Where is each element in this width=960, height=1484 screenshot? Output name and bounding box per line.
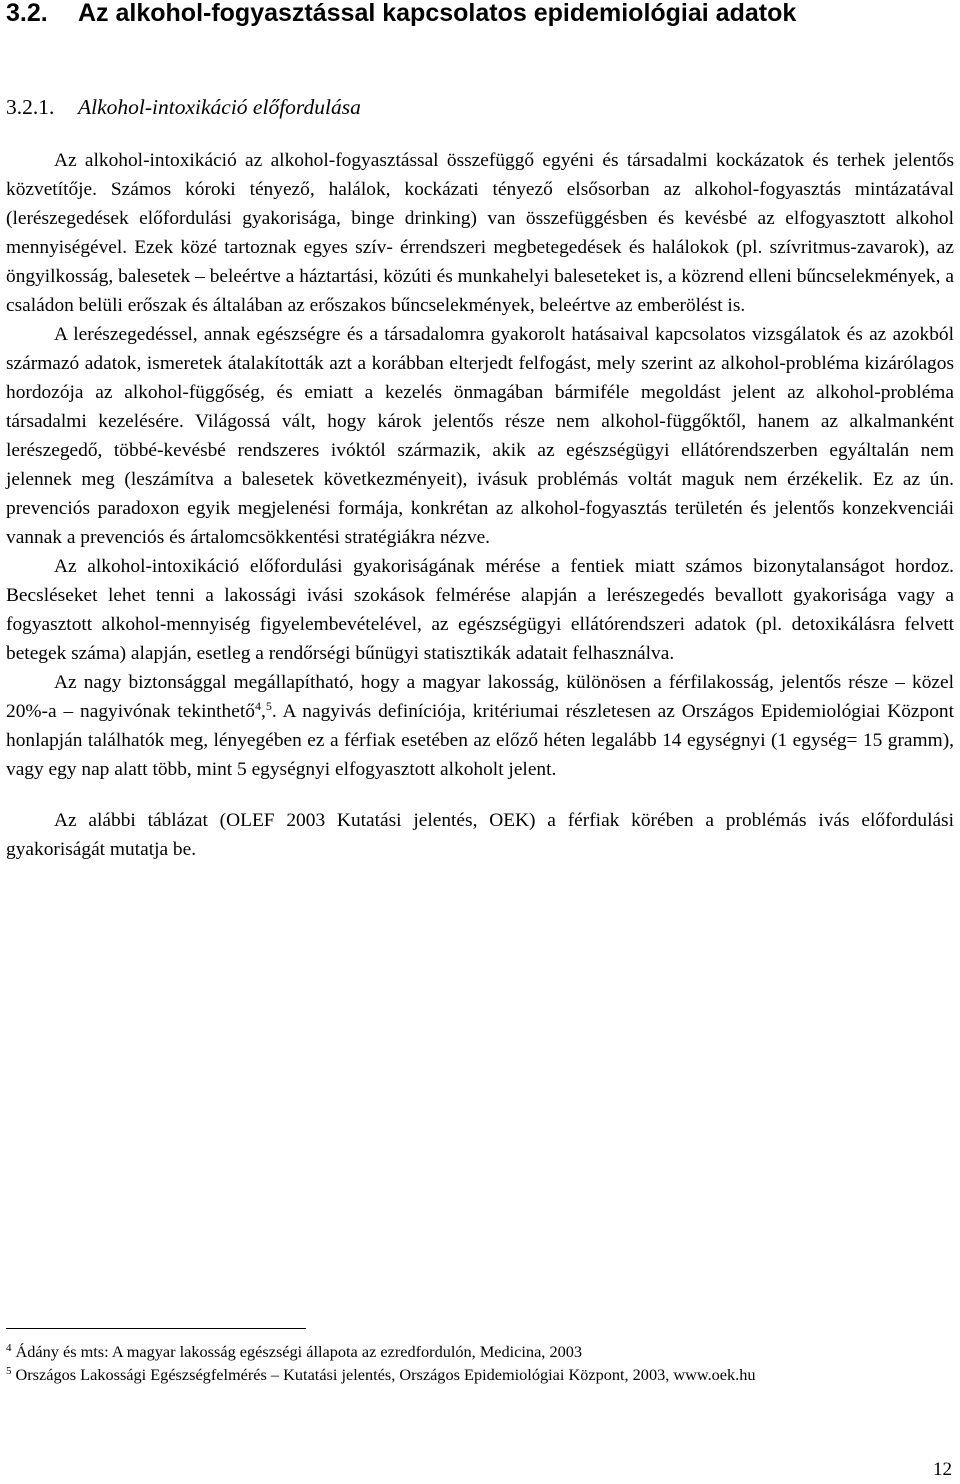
paragraph-heavy-drinking: [6, 668, 954, 784]
paragraph-measurement: Az alkohol-intoxikáció előfordulási gyakoriságának mérése a fentiek miatt számos bizonytalanságot hordoz. Becsléseket lehet tenni a lakossági ivási szokások felmérése alapján a lerészegedés bevallott gyakorisága vagy a fogyasztott alkohol-mennyiség figyelembevételével, az egészségügyi ellátórendszeri adatok (pl. detoxikálásra felvett betegek száma) alapján, esetleg a rendőrségi bűnügyi statisztikák adatait felhasználva.: [6, 556, 954, 664]
footnote-ref-separator: ,: [260, 701, 266, 722]
subsection-number: 3.2.1.: [6, 95, 55, 119]
footnote-4: [6, 1340, 946, 1363]
section-number: 3.2.: [6, 0, 48, 27]
section-title: Az alkohol-fogyasztással kapcsolatos epidemiológiai adatok: [78, 0, 797, 27]
paragraph-heavy-drinking-end: . A nagyivás definíciója, kritériumai részletesen az Országos Epidemiológiai Központ honlapján találhatók meg, lényegében ez a férfiak esetében az előző héten legalább 14 egységnyi (1 egység= 15 gramm), vagy egy nap alatt több, mint 5 egységnyi elfogyasztott alkoholt jelent.: [6, 701, 954, 780]
subsection-heading: [6, 93, 361, 121]
footnote-ref-5: 5: [265, 699, 272, 713]
page-number: 12: [933, 1459, 952, 1480]
footnotes: [6, 1340, 946, 1386]
body-text: [6, 146, 954, 864]
footnote-text: Országos Lakossági Egészségfelmérés – Kutatási jelentés, Országos Epidemiológiai Központ, 2003, www.oek.hu: [15, 1365, 756, 1384]
footnote-5: [6, 1363, 946, 1386]
footnote-text: Ádány és mts: A magyar lakosság egészségi állapota az ezredfordulón, Medicina, 2003: [15, 1342, 583, 1361]
footnote-mark: 5: [6, 1365, 12, 1377]
footnote-ref-4: 4: [254, 699, 261, 713]
paragraph-intoxication-intro: Az alkohol-intoxikáció az alkohol-fogyasztással összefüggő egyéni és társadalmi kockázatok és terhek jelentős közvetítője. Számos kóroki tényező, halálok, kockázati tényező elsősorban az alkohol-fogyasztás mintázatával (lerészegedések előfordulási gyakorisága, binge drinking) van összefüggésben és kevésbé az elfogyasztott alkohol mennyiségével. Ezek közé tartoznak egyes szív- érrendszeri megbetegedések és halálokok (pl. szívritmus-zavarok), az öngyilkosság, balesetek – beleértve a háztartási, közúti és munkahelyi baleseteket is, a közrend elleni bűncselekmények, a családon belüli erőszak és általában az erőszakos bűncselekmények, beleértve az emberölést is.: [6, 150, 954, 316]
paragraph-prevention-paradox: A lerészegedéssel, annak egészségre és a társadalomra gyakorolt hatásaival kapcsolatos vizsgálatok és az azokból származó adatok, ismeretek átalakították azt a korábban elterjedt felfogást, mely szerint az alkohol-probléma kizárólagos hordozója az alkohol-függőség, és emiatt a kezelés önmagában bármiféle megoldást jelent az alkohol-probléma társadalmi kezelésére. Világossá vált, hogy károk jelentős része nem alkohol-függőktől, hanem az alkalmanként lerészegedő, többé-kevésbé rendszeres ivóktól származik, akik az egészségügyi ellátórendszerben egyáltalán nem jelennek meg (leszámítva a balesetek következményeit), ivásuk problémás voltát maguk nem érzékelik. Ez az ún. prevenciós paradoxon egyik megjelenési formája, konkrétan az alkohol-fogyasztás területén és jelentős konzekvenciái vannak a prevenciós és ártalomcsökkentési stratégiákra nézve.: [6, 324, 954, 548]
paragraph-heavy-drinking-start: Az nagy biztonsággal megállapítható, hogy a magyar lakosság, különösen a férfilakosság, jelentős része – közel 20%-a – nagyivónak tekinthető: [6, 672, 954, 722]
footnote-mark: 4: [6, 1342, 12, 1354]
subsection-title: Alkohol-intoxikáció előfordulása: [78, 95, 361, 119]
footnote-divider: [6, 1328, 306, 1329]
section-heading: [6, 0, 796, 29]
paragraph-table-intro: Az alábbi táblázat (OLEF 2003 Kutatási jelentés, OEK) a férfiak körében a problémás ivás előfordulási gyakoriságát mutatja be.: [6, 810, 954, 860]
